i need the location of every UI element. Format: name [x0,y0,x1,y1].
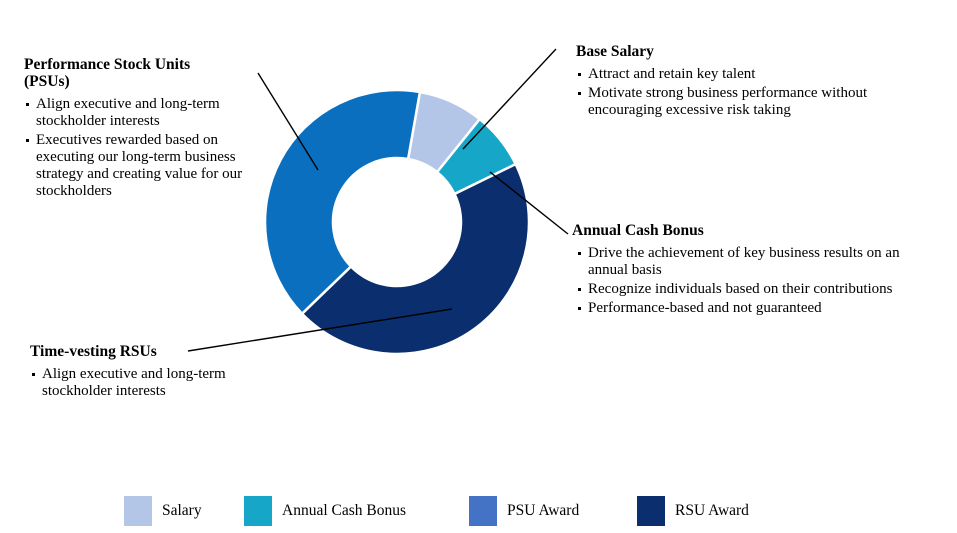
callout-base-bullet: Attract and retain key talent [576,66,906,83]
callout-rsu-title: Time-vesting RSUs [30,343,157,360]
callout-psu-title-line2: (PSUs) [24,73,70,90]
legend-swatch-salary [124,496,152,526]
legend-item-annual-cash-bonus [244,496,406,526]
callout-base-salary [576,43,906,121]
callout-psu-bullet: Align executive and long-term stockholder interests [24,96,256,130]
callout-bonus-bullet: Performance-based and not guaranteed [576,300,906,317]
callout-bonus-bullet: Recognize individuals based on their contributions [576,281,906,298]
callout-bonus-title: Annual Cash Bonus [572,222,704,239]
leader-line-base [463,49,556,149]
callout-psu-bullet: Executives rewarded based on executing our long-term business strategy and creating value for our stockholders [24,132,256,200]
callout-base-title: Base Salary [576,43,654,60]
callout-bonus-bullet: Drive the achievement of key business results on an annual basis [576,245,906,279]
legend-label-salary: Salary [162,502,202,519]
legend-label-annual-cash-bonus: Annual Cash Bonus [282,502,406,519]
legend-item-psu-award [469,496,579,526]
legend-item-rsu-award [637,496,749,526]
legend-swatch-psu-award [469,496,497,526]
callout-annual-cash-bonus [572,222,906,319]
callout-psu-title-line1: Performance Stock Units [24,56,191,73]
donut-slices [265,90,529,354]
callout-time-vesting-rsus [30,343,260,402]
legend-item-salary [124,496,202,526]
legend-swatch-rsu-award [637,496,665,526]
callout-base-bullet: Motivate strong business performance without encouraging excessive risk taking [576,85,906,119]
chart-legend [0,496,957,532]
callout-psu [24,56,256,202]
legend-label-psu-award: PSU Award [507,502,580,519]
legend-label-rsu-award: RSU Award [675,502,749,519]
legend-swatch-annual-cash-bonus [244,496,272,526]
callout-rsu-bullet: Align executive and long-term stockholder interests [30,366,260,400]
